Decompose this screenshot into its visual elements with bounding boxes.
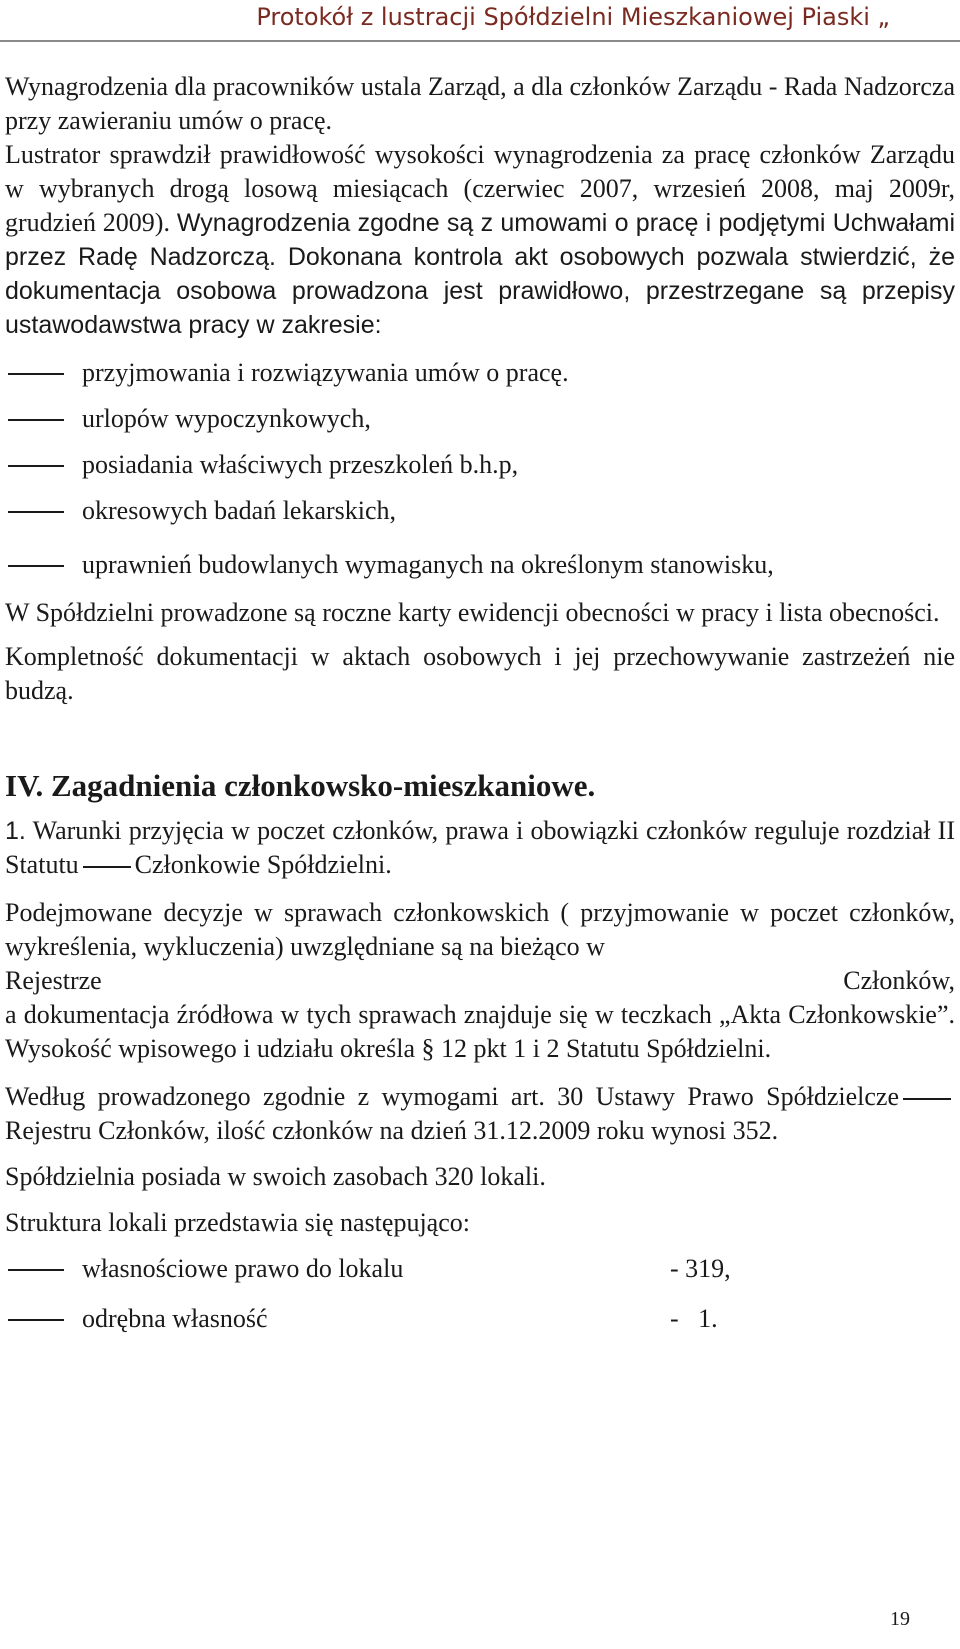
- page-header-title: Protokół z lustracji Spółdzielni Mieszkaniowej Piaski „: [256, 3, 890, 31]
- header-divider: [0, 40, 960, 42]
- paragraph-number: 1.: [5, 817, 26, 845]
- dash-separator: [83, 866, 131, 868]
- employment-scope-list: [5, 356, 955, 590]
- paragraph-wynagrodzenia: Wynagrodzenia dla pracowników ustala Zarząd, a dla członków Zarządu - Rada Nadzorcza przy zawieraniu umów o pracę.: [5, 72, 955, 135]
- paragraph-struktura: Struktura lokali przedstawia się następująco:: [5, 1208, 470, 1237]
- list-item: odrębna własność - 1.: [5, 1302, 955, 1342]
- list-item: urlopów wypoczynkowych,: [5, 402, 955, 448]
- dash-bullet: [8, 373, 64, 375]
- list-item: własnościowe prawo do lokalu - 319,: [5, 1252, 955, 1302]
- paragraph-karty-ewidencji: W Spółdzielni prowadzone są roczne karty ewidencji obecności w pracy i lista obecności.: [5, 598, 940, 627]
- paragraph-decyzje: Podejmowane decyzje w sprawach członkowskich ( przyjmowanie w poczet członków, wykreślenia, wykluczenia) uwzględniane są na bieżąco w Rejestrze Członków, a dokumentacja źródłowa w tych sprawach znajduje się w teczkach „Akta Członkowskie”. Wysokość wpisowego i udziału określa § 12 pkt 1 i 2 Statutu Spółdzielni.: [5, 898, 955, 1063]
- paragraph-warunki: 1. Warunki przyjęcia w poczet członków, prawa i obowiązki członków reguluje rozdział II Statutu Członkowie Spółdzielni.: [5, 816, 955, 879]
- paragraph-kompletnosc: Kompletność dokumentacji w aktach osobowych i jej przechowywanie zastrzeżeń nie budzą.: [5, 642, 955, 705]
- paragraph-lustrator-part2: Wynagrodzenia zgodne są z umowami o pracę i podjętymi Uchwałami przez Radę Nadzorczą. Dokonana kontrola akt osobowych pozwala stwierdzić, że dokumentacja osobowa prowadzona jest prawidłowo, przestrzegane są przepisy ustawodawstwa pracy w zakresie:: [5, 209, 956, 339]
- list-item: przyjmowania i rozwiązywania umów o pracę.: [5, 356, 955, 402]
- dash-bullet: [8, 511, 64, 513]
- paragraph-rejestr: Według prowadzonego zgodnie z wymogami art. 30 Ustawy Prawo SpółdzielczeRejestru Członków, ilość członków na dzień 31.12.2009 roku wynosi 352.: [5, 1080, 955, 1148]
- dash-separator: [903, 1098, 951, 1100]
- dash-bullet: [8, 565, 64, 567]
- paragraph-lustrator: [5, 138, 955, 342]
- dash-bullet: [8, 419, 64, 421]
- document-body: [5, 70, 955, 1342]
- dash-bullet: [8, 465, 64, 467]
- dash-bullet: [8, 1269, 64, 1271]
- list-item: okresowych badań lekarskich,: [5, 494, 955, 548]
- lokale-list: [5, 1252, 955, 1342]
- paragraph-lustrator-part1: Lustrator sprawdził prawidłowość wysokości wynagrodzenia za pracę członków Zarządu w wybranych drogą losową miesiącach (czerwiec 2007, wrzesień 2008, maj 2009r, grudzień 2009).: [5, 140, 955, 237]
- list-item: posiadania właściwych przeszkoleń b.h.p,: [5, 448, 955, 494]
- section-heading: IV. Zagadnienia członkowsko-mieszkaniowe.: [5, 768, 596, 803]
- page-number: 19: [890, 1608, 910, 1630]
- list-item: uprawnień budowlanych wymaganych na określonym stanowisku,: [5, 548, 955, 590]
- dash-bullet: [8, 1319, 64, 1321]
- paragraph-lokale: Spółdzielnia posiada w swoich zasobach 320 lokali.: [5, 1162, 546, 1191]
